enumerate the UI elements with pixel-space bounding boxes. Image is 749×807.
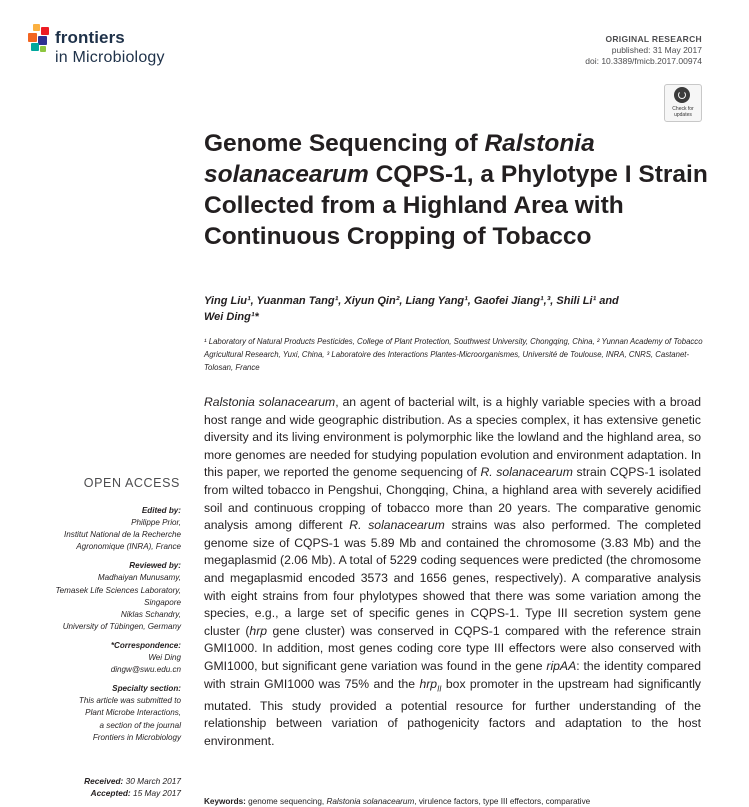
keywords-species: Ralstonia solanacearum: [326, 797, 415, 806]
editor-line: Agronomique (INRA), France: [76, 542, 181, 552]
article-header: [585, 34, 702, 67]
accepted-date: [20, 788, 181, 800]
reviewed-by-label: Reviewed by:: [129, 561, 181, 571]
article-dates: [20, 776, 181, 799]
abstract-text-1: , an agent of bacterial wilt, is a highly variable species with a broad host range and wide geographic distribution. As a species complex, it has extensive genetic diversity and its living environment is polymorphic like the lowland and the highland area, so more genomes are needed for studying population evolution and environment adaptation. In this paper, we reported the genome sequencing of: [204, 395, 701, 480]
published-date: published: 31 May 2017: [611, 45, 702, 55]
article-title: [204, 128, 714, 252]
check-for-updates-button[interactable]: [664, 84, 702, 122]
abstract-gene-hrpii: hrp: [419, 676, 438, 691]
affiliations: ¹ Laboratory of Natural Products Pesticides, College of Plant Protection, Southwest University, Chongqing, China, ² Yunnan Academy of Tobacco Agricultural Research, Yuxi, China, ³ Laboratoire des Interactions Plantes-Microorganismes, Université de Toulouse, INRA, CNRS, Castanet-Tolosan, France: [204, 337, 703, 372]
edited-by-label: Edited by:: [141, 506, 181, 515]
accepted-value: 15 May 2017: [133, 787, 181, 798]
abstract-species-3: R. solanacearum: [349, 518, 445, 533]
reviewer-line: Temasek Life Sciences Laboratory,: [55, 585, 181, 595]
abstract-text-6: box promoter in the upstream had significantly mutated. This study provided a potential resource for further understanding of the relationship between variation of pathogenicity factors and adaptation to the host environment.: [204, 676, 702, 748]
abstract-text-2: strain CQPS-1 isolated from wilted tobacco in Pengshui, Chongqing, China, a highland area with severely acidified soil and continuous cropping of tobacco more than 20 years. The comparative genomic analysis among different: [204, 465, 701, 533]
abstract-subscript: II: [437, 683, 442, 693]
correspondence-name: Wei Ding: [148, 653, 181, 663]
journal-name-line2: in Microbiology: [55, 49, 165, 66]
reviewer-line: Niklas Schandry,: [120, 609, 181, 619]
abstract-gene-hrp: hrp: [249, 623, 268, 638]
article-metadata: [20, 505, 181, 744]
correspondence-label: *Correspondence:: [110, 640, 181, 650]
abstract-species-2: R. solanacearum: [480, 465, 573, 480]
specialty-label: Specialty section:: [112, 684, 181, 694]
title-part3: CQPS-1, a Phylotype I Strain Collected from a Highland Area with Continuous Cropping of Tobacco: [204, 161, 708, 250]
abstract-species-1: Ralstonia solanacearum: [204, 395, 336, 409]
reviewer-line: University of Tübingen, Germany: [62, 621, 181, 631]
editor-line: Institut National de la Recherche: [64, 530, 181, 540]
author-list: [204, 294, 704, 325]
frontiers-logo-icon: [27, 24, 53, 54]
abstract: [204, 394, 701, 750]
accepted-label: Accepted:: [90, 787, 131, 798]
doi-link[interactable]: doi: 10.3389/fmicb.2017.00974: [585, 56, 702, 66]
title-part1: Genome Sequencing of: [204, 130, 485, 157]
badge-label-line1: Check for: [672, 106, 694, 112]
keywords-label: Keywords:: [204, 797, 246, 806]
keywords: [204, 796, 704, 807]
journal-name-line1: frontiers: [55, 28, 125, 47]
authors-line2: Wei Ding¹*: [204, 310, 259, 323]
received-label: Received:: [84, 776, 124, 786]
correspondence-email[interactable]: dingw@swu.edu.cn: [110, 665, 181, 675]
specialty-line: a section of the journal: [99, 720, 181, 730]
crossmark-icon: [674, 87, 690, 103]
reviewer-line: Madhaiyan Munusamy,: [97, 573, 181, 583]
article-type: ORIGINAL RESEARCH: [605, 34, 702, 44]
keywords-text-1: genome sequencing,: [245, 797, 327, 806]
badge-label-line2: updates: [674, 112, 692, 118]
title-species: Ralstonia solanacearum: [204, 130, 595, 188]
reviewer-line: Singapore: [144, 597, 181, 607]
abstract-text-5: : the identity compared with strain GMI1000 was 75% and the: [204, 658, 701, 691]
abstract-text-4: gene cluster) was conserved in CQPS-1 compared with the reference strain GMI1000. In addition, most genes coding core type III effectors were also conserved with GMI1000, but significant gene variation was found in the gene: [204, 623, 701, 673]
abstract-text-3: strains was also performed. The completed genome size of CQPS-1 was 5.89 Mb and contained the chromosome (3.83 Mb) and the megaplasmid (2.06 Mb). A total of 5229 coding sequences were predicted (the chromosome and megaplasmid encoded 3573 and 1656 genes, respectively). A comparative analysis with eight strains from four phylotypes showed that there was some variation among the species, e.g., a large set of specific genes in CQPS-1. Type III secretion system gene cluster (: [204, 518, 701, 638]
open-access-label: OPEN ACCESS: [83, 476, 180, 490]
received-value: 30 March 2017: [125, 776, 181, 786]
specialty-line: Plant Microbe Interactions,: [85, 708, 181, 718]
keywords-text-3: , virulence factors, type III effectors, comparative: [414, 797, 591, 806]
specialty-line: This article was submitted to: [78, 696, 181, 706]
abstract-gene-ripaa: ripAA: [546, 658, 577, 673]
specialty-line: Frontiers in Microbiology: [92, 732, 181, 742]
received-date: [20, 776, 181, 788]
journal-logo[interactable]: [27, 22, 197, 70]
editor-line: Philippe Prior,: [131, 518, 181, 528]
authors-line1: Ying Liu¹, Yuanman Tang¹, Xiyun Qin², Liang Yang¹, Gaofei Jiang¹,³, Shili Li¹ and: [204, 295, 619, 307]
